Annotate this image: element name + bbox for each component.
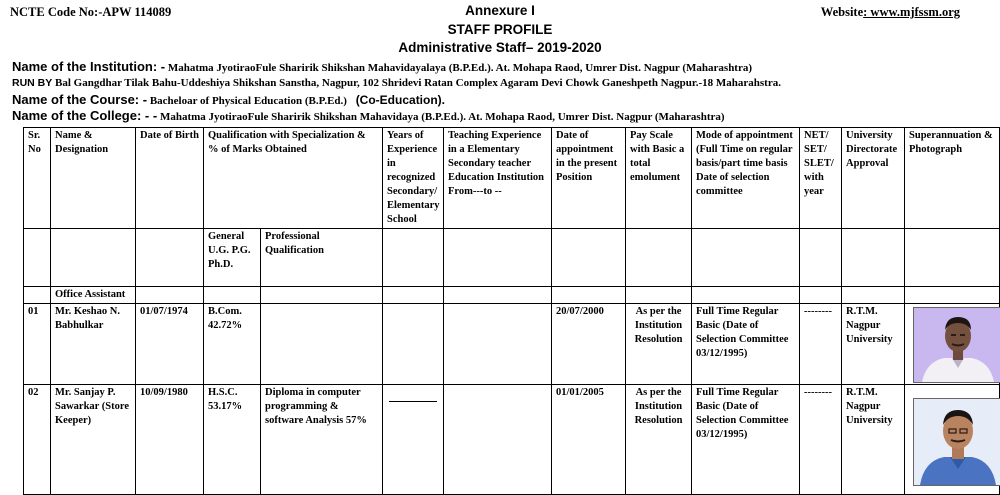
ncte-code: NCTE Code No:-APW 114089 <box>10 5 172 19</box>
staff-photo <box>913 307 1000 383</box>
person-portrait-icon <box>914 308 1000 382</box>
course-line <box>12 92 445 107</box>
row-doa: 01/01/2005 <box>552 385 626 495</box>
header-years: Years of Experience in recognized Secondary/ Elementary School <box>383 128 444 229</box>
header-university: University Directorate Approval <box>842 128 905 229</box>
row-university: R.T.M. Nagpur University <box>842 385 905 495</box>
document-subtitle: Administrative Staff– 2019-2020 <box>398 40 602 55</box>
row-professional <box>261 304 383 385</box>
header-superannuation: Superannuation & Photograph <box>905 128 1000 229</box>
header-pay: Pay Scale with Basic a total emolument <box>626 128 692 229</box>
person-portrait-icon <box>914 399 1000 485</box>
staff-profile-title: STAFF PROFILE <box>447 22 553 37</box>
row-sr: 02 <box>24 385 51 495</box>
website-label: Website <box>820 5 864 19</box>
run-by-label: RUN BY <box>12 77 53 89</box>
blank-line <box>389 401 437 402</box>
header-doa: Date of appointment in the present Position <box>552 128 626 229</box>
staff-table <box>23 127 1000 495</box>
college-line <box>12 108 725 123</box>
website <box>821 5 960 20</box>
subheader-general: General U.G. P.G. Ph.D. <box>204 229 261 287</box>
header-sr: Sr. No <box>24 128 51 229</box>
college-value: Mahatma JyotiraoFule Sharirik Shikshan Mahavidaya (B.P.Ed.). At. Mohapa Raod, Umrer Dist. Nagpur (Maharashtra) <box>159 111 725 123</box>
row-pay: As per the Institution Resolution <box>626 304 692 385</box>
staff-photo <box>913 398 1000 486</box>
row-name: Mr. Sanjay P. Sawarkar (Store Keeper) <box>51 385 136 495</box>
row-general: H.S.C. 53.17% <box>204 385 261 495</box>
row-pay: As per the Institution Resolution <box>626 385 692 495</box>
section-row <box>24 287 1000 304</box>
row-photo-cell <box>905 385 1000 495</box>
row-teaching <box>444 385 552 495</box>
section-label: Office Assistant <box>51 287 136 304</box>
row-dob: 10/09/1980 <box>136 385 204 495</box>
row-years <box>383 304 444 385</box>
row-university: R.T.M. Nagpur University <box>842 304 905 385</box>
institution-line <box>12 59 752 74</box>
course-coed: (Co-Education). <box>355 93 446 107</box>
table-row <box>24 385 1000 495</box>
row-mode: Full Time Regular Basic (Date of Selection Committee 03/12/1995) <box>692 304 800 385</box>
header-dob: Date of Birth <box>136 128 204 229</box>
run-by-value: Bal Gangdhar Tilak Bahu-Uddeshiya Shikshan Sanstha, Nagpur, 102 Shridevi Ratan Complex Agaram Devi Chowk Ganeshpeth Nagpur.-18 Maharahstra. <box>55 77 781 89</box>
row-doa: 20/07/2000 <box>552 304 626 385</box>
header-qualification: Qualification with Specialization & % of Marks Obtained <box>204 128 383 229</box>
institution-label: Name of the Institution: - <box>12 59 166 74</box>
course-value: Bacheloar of Physical Education (B.P.Ed.) <box>149 95 347 107</box>
header-mode: Mode of appointment (Full Time on regular basis/part time basis Date of selection committee <box>692 128 800 229</box>
row-dob: 01/07/1974 <box>136 304 204 385</box>
row-years-cell <box>383 385 444 495</box>
row-professional: Diploma in computer programming & software Analysis 57% <box>261 385 383 495</box>
subheader-professional: Professional Qualification <box>261 229 383 287</box>
row-teaching <box>444 304 552 385</box>
row-net: -------- <box>800 385 842 495</box>
annexure-title: Annexure I <box>465 3 535 18</box>
row-general: B.Com. 42.72% <box>204 304 261 385</box>
course-label: Name of the Course: - <box>12 92 148 107</box>
header-row <box>24 128 1000 229</box>
header-net: NET/ SET/ SLET/ with year <box>800 128 842 229</box>
subheader-row <box>24 229 1000 287</box>
row-sr: 01 <box>24 304 51 385</box>
college-label: Name of the College: - - <box>12 108 158 123</box>
website-link[interactable]: : www.mjfssm.org <box>863 5 960 19</box>
row-photo-cell <box>905 304 1000 385</box>
header-teaching: Teaching Experience in a Elementary Secondary teacher Education Institution From---to -- <box>444 128 552 229</box>
institution-value: Mahatma JyotiraoFule Sharirik Shikshan Mahavidayalaya (B.P.Ed.). At. Mohapa Raod, Umrer Dist. Nagpur (Maharashtra) <box>167 62 753 74</box>
row-name: Mr. Keshao N. Babhulkar <box>51 304 136 385</box>
run-by-line <box>12 77 781 89</box>
table-row <box>24 304 1000 385</box>
row-mode: Full Time Regular Basic (Date of Selection Committee 03/12/1995) <box>692 385 800 495</box>
row-net: -------- <box>800 304 842 385</box>
header-name: Name & Designation <box>51 128 136 229</box>
